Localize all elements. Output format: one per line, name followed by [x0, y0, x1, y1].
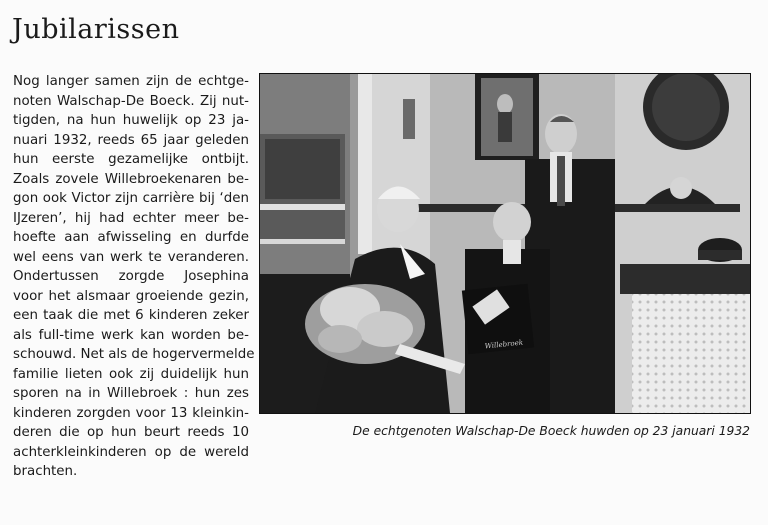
body-line: Nog langer samen zijn de echtge-	[13, 74, 249, 89]
article-heading: Jubilarissen	[12, 14, 180, 45]
body-line: brachten.	[13, 464, 78, 479]
body-line: als full-time werk kan worden be-	[13, 327, 249, 343]
body-line: deren die op hun beurt reeds 10	[13, 425, 249, 440]
body-line: achterkleinkinderen op de wereld	[13, 444, 249, 460]
body-line: een taak die met 6 kinderen zeker	[13, 308, 249, 323]
body-line: wel eens van werk te veranderen.	[13, 249, 249, 265]
body-line: nuari 1932, reeds 65 jaar geleden	[13, 132, 249, 148]
body-line: kinderen zorgden voor 13 kleinkin-	[13, 405, 249, 421]
body-line: hun eerste gezamelijke ontbijt.	[13, 152, 249, 167]
body-line: IJzeren’, hij had echter meer be-	[13, 210, 249, 226]
body-line: Ondertussen zorgde Josephina	[13, 269, 249, 284]
body-line: gon ook Victor zijn carrière bij ‘den	[13, 191, 249, 206]
body-line: noten Walschap-De Boeck. Zij nut-	[13, 93, 249, 109]
body-line: Zoals zovele Willebroekenaren be-	[13, 171, 249, 187]
photo-caption: De echtgenoten Walschap-De Boeck huwden op 23 januari 1932	[352, 424, 750, 438]
couple-photo	[259, 73, 751, 414]
body-line: familie lieten ook zij duidelijk hun	[13, 366, 249, 382]
body-line: tigden, na hun huwelijk op 23 ja-	[13, 113, 249, 128]
plaque-inscription: Willebroek	[484, 338, 524, 351]
article-body	[13, 72, 255, 482]
body-line: hoefte aan afwisseling en durfde	[13, 230, 249, 245]
body-line: voor het alsmaar groeiende gezin,	[13, 288, 249, 304]
body-line: schouwd. Net als de hogervermelde	[13, 347, 255, 362]
body-line: sporen na in Willebroek : hun zes	[13, 386, 249, 401]
